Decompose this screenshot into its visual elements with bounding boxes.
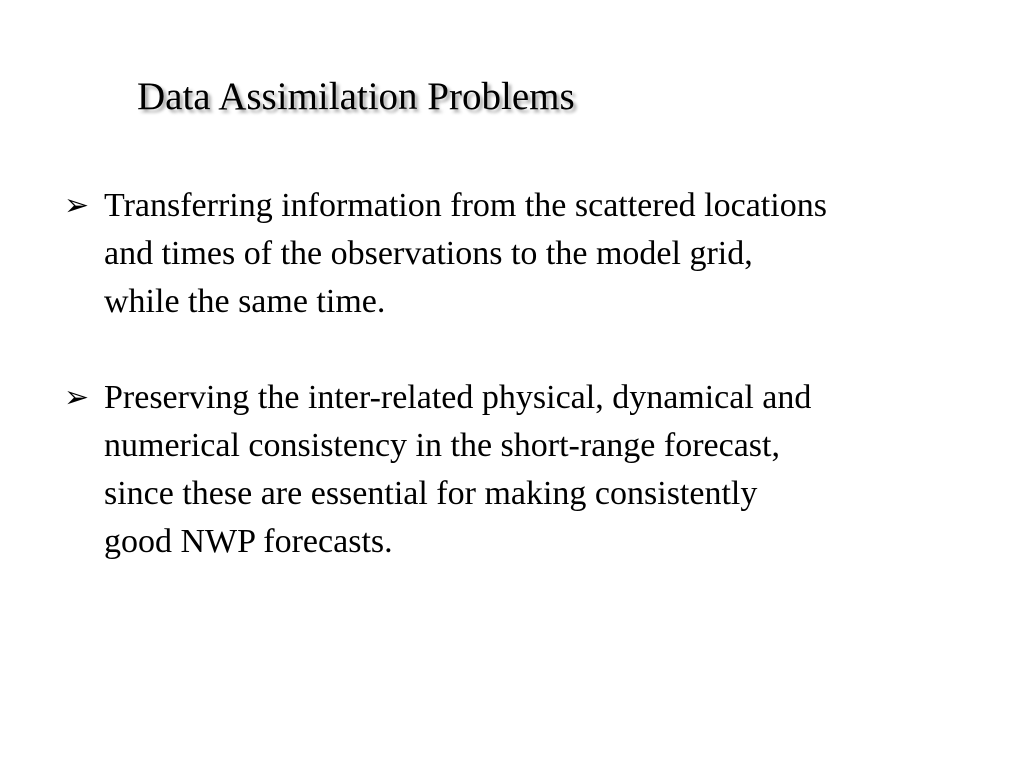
bullet-line: since these are essential for making consistently xyxy=(104,475,758,512)
arrowhead-bullet-icon: ➢ xyxy=(64,189,90,222)
bullet-item xyxy=(64,182,964,326)
bullet-line: Transferring information from the scattered locations xyxy=(104,187,827,224)
bullet-item xyxy=(64,374,964,566)
bullet-line: while the same time. xyxy=(104,283,386,320)
bullet-text xyxy=(104,182,964,326)
arrowhead-bullet-icon: ➢ xyxy=(64,381,90,414)
bullet-line: good NWP forecasts. xyxy=(104,523,393,560)
bullet-text xyxy=(104,374,964,566)
bullet-line: numerical consistency in the short-range forecast, xyxy=(104,427,780,464)
slide-title: Data Assimilation Problems xyxy=(137,75,575,118)
bullet-line: Preserving the inter-related physical, dynamical and xyxy=(104,379,812,416)
bullet-line: and times of the observations to the model grid, xyxy=(104,235,753,272)
